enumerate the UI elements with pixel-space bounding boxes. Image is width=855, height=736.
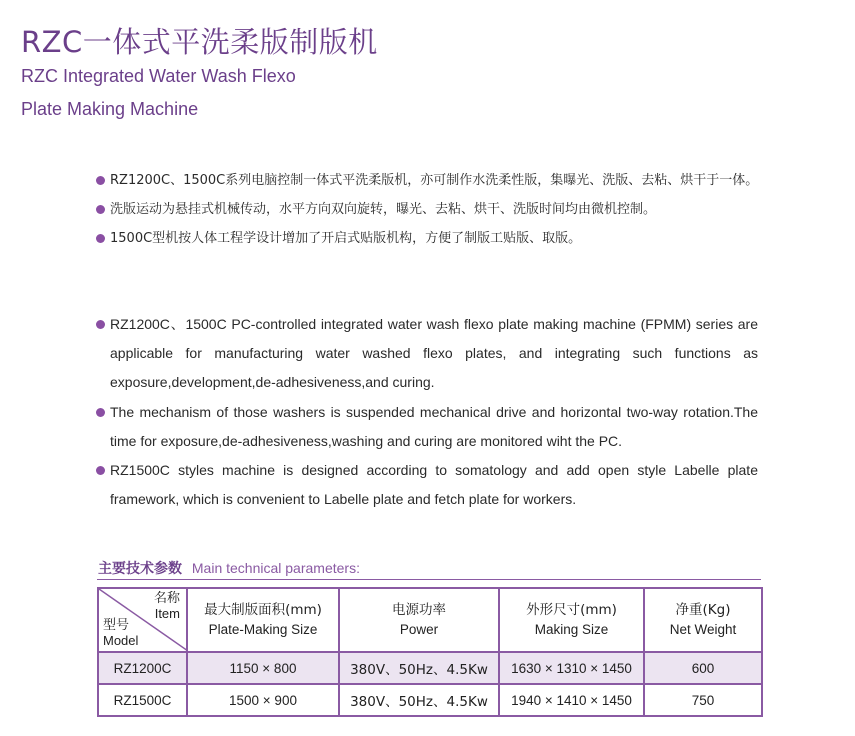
- corner-model-cn: 型号: [103, 618, 130, 633]
- features-en-list: [96, 310, 758, 514]
- cell-size: 1150 × 800: [187, 652, 339, 684]
- params-header-row: [98, 588, 762, 652]
- col-header-dims: [499, 588, 644, 652]
- page-title-en-line2: Plate Making Machine: [21, 99, 199, 119]
- cell-model: RZ1200C: [98, 652, 187, 684]
- corner-item-cn: 名称: [153, 591, 180, 606]
- cell-model: RZ1500C: [98, 684, 187, 716]
- col-header-cn: 最大制版面积(mm): [204, 602, 322, 618]
- cell-power: 380V、50Hz、4.5Kw: [339, 652, 499, 684]
- feature-en-item: The mechanism of those washers is suspended mechanical drive and horizontal two-way rotation.The time for exposure,de-adhesiveness,washing and curing are monitored wiht the PC.: [96, 398, 758, 456]
- feature-cn-item: 1500C型机按人体工程学设计增加了开启式贴版机构，方便了制版工贴版、取版。: [96, 224, 761, 253]
- col-header-power: [339, 588, 499, 652]
- feature-cn-item: 洗版运动为悬挂式机械传动，水平方向双向旋转，曝光、去粘、烘干、洗版时间均由微机控制。: [96, 195, 761, 224]
- col-header-cn: 电源功率: [392, 602, 446, 618]
- corner-item-en: Item: [154, 606, 180, 621]
- table-row: [98, 684, 762, 716]
- cell-dims: 1940 × 1410 × 1450: [499, 684, 644, 716]
- col-header-en: Net Weight: [669, 622, 737, 637]
- feature-en-item: RZ1200C、1500C PC-controlled integrated water wash flexo plate making machine (FPMM) series are applicable for manufacturing water washed flexo plates, and integrating such functions as exposure,development,de-adhesiveness,and curing.: [96, 310, 758, 398]
- page-title-cn: RZC一体式平洗柔版制版机: [21, 25, 378, 59]
- corner-header-cell: [98, 588, 187, 652]
- col-header-en: Power: [399, 622, 439, 637]
- params-heading-cn: 主要技术参数: [98, 561, 182, 577]
- params-heading-en: Main technical parameters:: [191, 560, 360, 576]
- cell-power: 380V、50Hz、4.5Kw: [339, 684, 499, 716]
- table-row: [98, 652, 762, 684]
- params-divider: [97, 579, 761, 580]
- params-heading: [98, 558, 360, 578]
- col-header-size: [187, 588, 339, 652]
- col-header-cn: 外形尺寸(mm): [526, 602, 617, 618]
- params-table: [97, 587, 763, 717]
- feature-en-item: RZ1500C styles machine is designed according to somatology and add open style Labelle plate framework, which is convenient to Labelle plate and fetch plate for workers.: [96, 456, 758, 514]
- col-header-cn: 净重(Kg): [675, 602, 731, 618]
- col-header-en: Making Size: [534, 622, 609, 637]
- cell-dims: 1630 × 1310 × 1450: [499, 652, 644, 684]
- corner-model-en: Model: [103, 633, 139, 648]
- features-cn-list: [96, 166, 761, 253]
- cell-weight: 750: [644, 684, 762, 716]
- page-title-en-line1: RZC Integrated Water Wash Flexo: [21, 66, 296, 86]
- cell-size: 1500 × 900: [187, 684, 339, 716]
- feature-cn-item: RZ1200C、1500C系列电脑控制一体式平洗柔版机，亦可制作水洗柔性版，集曝光、洗版、去粘、烘干于一体。: [96, 166, 761, 195]
- cell-weight: 600: [644, 652, 762, 684]
- col-header-en: Plate-Making Size: [208, 622, 318, 637]
- col-header-weight: [644, 588, 762, 652]
